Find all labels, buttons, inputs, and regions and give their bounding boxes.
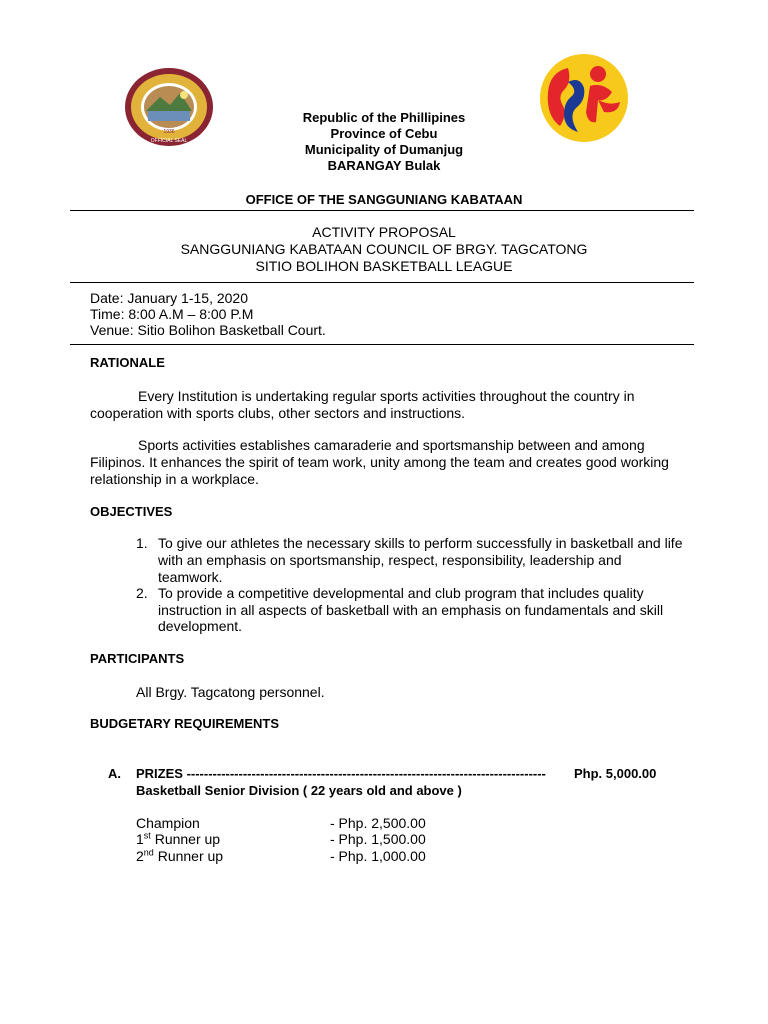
rationale-heading: RATIONALE (90, 355, 165, 370)
rationale-p1-line2: cooperation with sports clubs, other sectors and instructions. (90, 405, 466, 421)
header-line-municipality: Municipality of Dumanjug (304, 142, 464, 157)
prizes-label: PRIZES ----------------------------------------------------------------------------------- (136, 766, 546, 781)
seal-year: 1936 (163, 129, 175, 135)
objective-1-line2: with an emphasis on sportsmanship, respect, responsibility, leadership and (158, 552, 622, 568)
objective-1-line3: teamwork. (158, 569, 223, 585)
proposal-council: SANGGUNIANG KABATAAN COUNCIL OF BRGY. TAGCATONG (180, 241, 588, 257)
meta-time: Time: 8:00 A.M – 8:00 P.M (90, 306, 254, 322)
seal-label: OFFICIAL SEAL (150, 138, 188, 144)
prize-row-champion-amount: - Php. 2,500.00 (330, 815, 426, 831)
budget-heading: BUDGETARY REQUIREMENTS (90, 716, 279, 731)
prizes-letter: A. (108, 766, 121, 781)
divider-middle (70, 282, 694, 283)
prize-row-first-amount: - Php. 1,500.00 (330, 831, 426, 847)
meta-date: Date: January 1-15, 2020 (90, 290, 248, 306)
rationale-p2-line2: Filipinos. It enhances the spirit of team work, unity among the team and creates good working (90, 454, 669, 470)
divider-top (70, 210, 694, 211)
meta-venue: Venue: Sitio Bolihon Basketball Court. (90, 322, 326, 338)
objective-1-line1: To give our athletes the necessary skills to perform successfully in basketball and life (158, 535, 683, 551)
prize-row-champion-place: Champion (136, 815, 200, 831)
header-line-barangay: BARANGAY Bulak (327, 158, 441, 173)
participants-text: All Brgy. Tagcatong personnel. (136, 684, 325, 700)
prizes-total: Php. 5,000.00 (574, 766, 657, 781)
objectives-heading: OBJECTIVES (90, 504, 173, 519)
participants-heading: PARTICIPANTS (90, 651, 185, 666)
objective-2-line3: development. (158, 618, 243, 634)
rationale-p2-line3: relationship in a workplace. (90, 471, 259, 487)
objective-2-line1: To provide a competitive developmental and club program that includes quality (158, 585, 644, 601)
header-line-republic: Republic of the Phillipines (302, 110, 466, 125)
proposal-league: SITIO BOLIHON BASKETBALL LEAGUE (255, 258, 513, 274)
prize-row-second-place: 2nd Runner up (136, 847, 224, 864)
objective-2-number: 2. (136, 585, 148, 601)
office-title: OFFICE OF THE SANGGUNIANG KABATAAN (245, 192, 523, 207)
prize-row-first-place: 1st Runner up (136, 830, 221, 847)
rationale-p2-line1: Sports activities establishes camaraderie and sportsmanship between and among (138, 437, 645, 453)
division-title: Basketball Senior Division ( 22 years old and above ) (136, 783, 462, 798)
objective-2-line2: instruction in all aspects of basketball with an emphasis on fundamentals and skill (158, 602, 664, 618)
objective-1-number: 1. (136, 535, 148, 551)
divider-bottom (70, 344, 694, 345)
header-line-province: Province of Cebu (330, 126, 438, 141)
rationale-p1-line1: Every Institution is undertaking regular sports activities throughout the country in (138, 388, 635, 404)
proposal-title: ACTIVITY PROPOSAL (312, 224, 456, 240)
prize-row-second-amount: - Php. 1,000.00 (330, 848, 426, 864)
